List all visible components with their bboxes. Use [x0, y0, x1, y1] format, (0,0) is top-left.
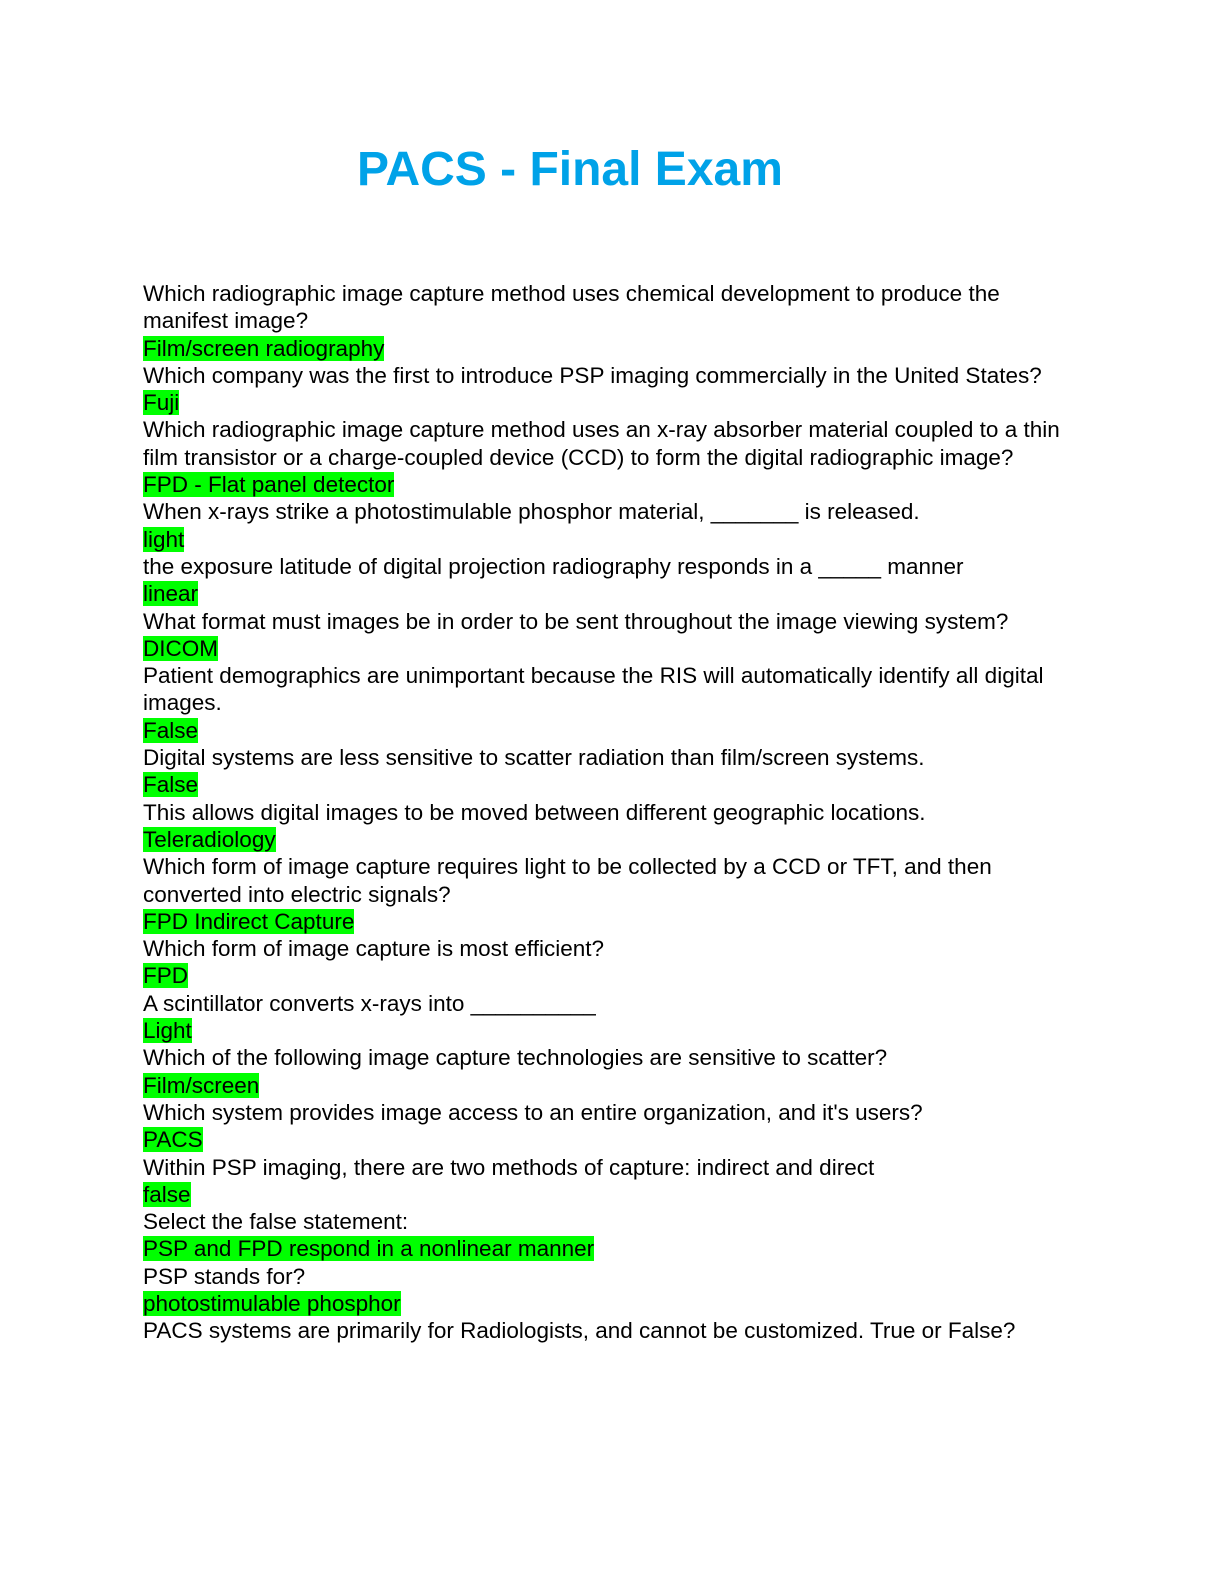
question-text: Which form of image capture is most efficient? [143, 936, 605, 962]
qa-item [143, 1099, 1083, 1154]
answer-highlight: Film/screen radiography [143, 335, 385, 361]
answer-highlight: Film/screen [143, 1072, 260, 1098]
answer-highlight: False [143, 717, 199, 743]
question-text: Select the false statement: [143, 1209, 409, 1235]
answer-highlight: FPD Indirect Capture [143, 908, 355, 934]
question-text: Which company was the first to introduce PSP imaging commercially in the United States? [143, 362, 1042, 388]
answer-highlight: Teleradiology [143, 826, 276, 852]
qa-item [143, 553, 1083, 608]
answer-line [143, 771, 1083, 798]
answer-line [143, 1181, 1083, 1208]
answer-highlight: DICOM [143, 635, 218, 661]
answer-line [143, 335, 1083, 362]
qa-item [143, 1044, 1083, 1099]
answer-line [143, 526, 1083, 553]
qa-item [143, 1263, 1083, 1318]
question-text: Within PSP imaging, there are two methods of capture: indirect and direct [143, 1154, 875, 1180]
answer-line [143, 471, 1083, 498]
qa-item [143, 416, 1083, 498]
question-text: the exposure latitude of digital projection radiography responds in a _____ manner [143, 553, 964, 579]
question-text: This allows digital images to be moved between different geographic locations. [143, 799, 926, 825]
qa-item [143, 362, 1083, 417]
qa-item [143, 1208, 1083, 1263]
answer-line [143, 1235, 1083, 1262]
question-text: Which radiographic image capture method uses chemical development to produce the manifest image? [143, 281, 1000, 334]
answer-line [143, 1290, 1083, 1317]
qa-item [143, 853, 1083, 935]
answer-line [143, 635, 1083, 662]
answer-highlight: Fuji [143, 390, 180, 416]
answer-line [143, 389, 1083, 416]
qa-item [143, 935, 1083, 990]
answer-highlight: FPD - Flat panel detector [143, 472, 395, 498]
answer-highlight: PSP and FPD respond in a nonlinear manner [143, 1236, 595, 1262]
qa-item [143, 799, 1083, 854]
answer-line [143, 826, 1083, 853]
qa-item [143, 990, 1083, 1045]
qa-item [143, 280, 1083, 362]
answer-line [143, 717, 1083, 744]
answer-highlight: FPD [143, 963, 188, 989]
answer-highlight: photostimulable phosphor [143, 1290, 401, 1316]
answer-highlight: False [143, 772, 199, 798]
question-text: PSP stands for? [143, 1263, 306, 1289]
qa-item [143, 1154, 1083, 1209]
question-text: Which system provides image access to an entire organization, and it's users? [143, 1099, 923, 1125]
question-text: Which of the following image capture technologies are sensitive to scatter? [143, 1045, 888, 1071]
answer-line [143, 1072, 1083, 1099]
answer-highlight: linear [143, 581, 199, 607]
answer-highlight: PACS [143, 1127, 203, 1153]
answer-highlight: Light [143, 1018, 192, 1044]
page-title: PACS - Final Exam [357, 143, 783, 196]
answer-line [143, 1017, 1083, 1044]
answer-highlight: false [143, 1181, 191, 1207]
qa-item [143, 498, 1083, 553]
question-text: What format must images be in order to be sent throughout the image viewing system? [143, 608, 1009, 634]
question-text: When x-rays strike a photostimulable phosphor material, _______ is released. [143, 499, 920, 525]
answer-highlight: light [143, 526, 185, 552]
qa-item [143, 744, 1083, 799]
answer-line [143, 580, 1083, 607]
question-text: A scintillator converts x-rays into __________ [143, 990, 596, 1016]
answer-line [143, 908, 1083, 935]
qa-item [143, 608, 1083, 663]
answer-line [143, 1126, 1083, 1153]
question-text: Patient demographics are unimportant because the RIS will automatically identify all digital images. [143, 663, 1044, 716]
final-question-text: PACS systems are primarily for Radiologists, and cannot be customized. True or False? [143, 1318, 1016, 1344]
answer-line [143, 962, 1083, 989]
question-text: Digital systems are less sensitive to scatter radiation than film/screen systems. [143, 745, 925, 771]
qa-list [143, 280, 1083, 1345]
question-text: Which radiographic image capture method uses an x-ray absorber material coupled to a thin film transistor or a charge-coupled device (CCD) to form the digital radiographic image? [143, 417, 1060, 470]
qa-item [143, 662, 1083, 744]
question-text: Which form of image capture requires light to be collected by a CCD or TFT, and then converted into electric signals? [143, 854, 992, 907]
